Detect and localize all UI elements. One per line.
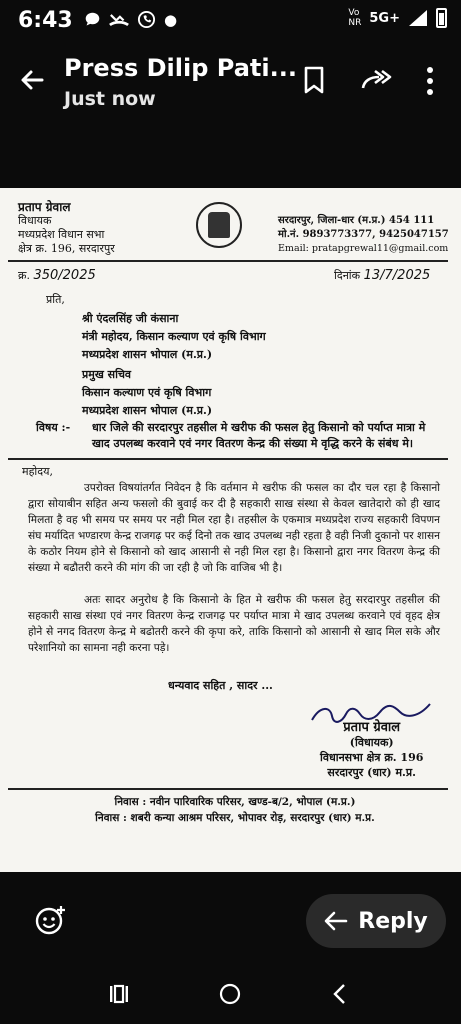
system-icons	[348, 8, 447, 28]
chat-icon	[84, 11, 101, 28]
residence-address: निवास : शबरी कन्या आश्रम परिसर, भोपावर रोड़, सरदारपुर (धार) म.प्र.	[95, 812, 375, 824]
signature-block	[320, 720, 423, 780]
ref-value: 350/2025	[33, 268, 96, 283]
home-icon[interactable]	[219, 983, 241, 1005]
notification-icons	[84, 10, 177, 29]
date-label: दिनांक	[334, 269, 361, 282]
missed-call-icon	[109, 11, 129, 28]
reply-arrow-icon	[324, 911, 348, 931]
nav-back-icon[interactable]	[332, 983, 346, 1005]
recipient-line: किसान कल्याण एवं कृषि विभाग	[82, 386, 212, 399]
signer-line: सरदारपुर (धार) म.प्र.	[327, 766, 416, 779]
page-title: Press Dilip Pati...	[64, 54, 297, 82]
more-options-icon[interactable]	[424, 66, 436, 96]
mla-title: विधायक	[18, 214, 52, 227]
network-type: 5G+	[369, 10, 400, 26]
dot-icon: ●	[164, 10, 178, 29]
letter-image[interactable]	[0, 188, 461, 872]
recipient-minister	[82, 310, 266, 364]
prati-label: प्रति,	[46, 293, 65, 306]
office-address: सरदारपुर, जिला-धार (म.प्र.) 454 111	[278, 215, 435, 226]
reply-bar	[0, 878, 461, 966]
status-bar	[0, 0, 461, 44]
recipient-secretary	[82, 366, 212, 420]
recent-apps-icon[interactable]	[108, 984, 130, 1004]
bookmark-icon[interactable]	[302, 66, 326, 94]
date-value: 13/7/2025	[363, 268, 431, 283]
forward-icon[interactable]	[360, 68, 392, 92]
whatsapp-icon	[137, 10, 156, 29]
app-bar	[0, 44, 461, 120]
page-subtitle: Just now	[64, 88, 156, 110]
letter-date	[334, 268, 430, 283]
salutation: महोदय,	[22, 465, 53, 478]
volte-indicator	[348, 8, 361, 28]
signer-line: (विधायक)	[349, 736, 394, 749]
footer-divider	[8, 788, 448, 790]
recipient-line: श्री एंदलसिंह जी कंसाना	[82, 312, 179, 325]
reference-number	[18, 268, 96, 283]
vo-label: Vo	[348, 8, 360, 18]
body-paragraph-2: अतः सादर अनुरोध है कि किसानो के हित मे खरीफ की फसल हेतु सरदारपुर तहसील की सहकारी साख संस्था एवं नगर वितरण केन्द्र राजगढ़ पर पर्याप्त मात्रा मे खाद उपलब्ध करवाने एवं वृहद क्षेत्र होने से नगद वितरण केन्द्र मे बढोतरी करने की कृपा करे, ताकि किसानो को आसानी से खाद मिल सके और परेशानियो का सामना नही करना पड़े।	[28, 594, 440, 654]
constituency: क्षेत्र क्र. 196, सरदारपुर	[18, 242, 115, 255]
emblem-logo	[196, 202, 242, 248]
emoji-reaction-icon[interactable]	[34, 904, 66, 936]
signer-line: विधानसभा क्षेत्र क्र. 196	[320, 751, 424, 764]
signal-icon	[408, 9, 428, 27]
recipient-line: मध्यप्रदेश शासन भोपाल (म.प्र.)	[82, 348, 213, 361]
subject-label: विषय :-	[36, 421, 71, 434]
closing-thanks: धन्यवाद सहित , सादर ...	[168, 679, 273, 692]
recipient-line: मध्यप्रदेश शासन भोपाल (म.प्र.)	[82, 404, 213, 417]
signer-name: प्रताप ग्रेवाल	[343, 720, 401, 735]
recipient-line: प्रमुख सचिव	[82, 368, 132, 381]
body-paragraph-1: उपरोक्त विषयांतर्गत निवेदन है कि वर्तमान मे खरीफ की फसल का दौर चल रहा है किसानो द्वारा सोयाबीन सहित अन्य फसलो की बुवाई कर दी है सहकारी साख संस्था से केवल खातेदारो को ही खाद मिलता है वह भी समय पर समय पर नही मिल रहा है। तहसील के एकमात्र मध्यप्रदेश राज्य सहकारी विपणन संघ मर्यादित भण्डारण केन्द्र राजगढ़ पर कई दिनो तक खाद उपलब्ध नही रहता है वही निजी दुकानो पर शासन के कठोर नियम होने से किसानो को खाद आसानी से नही मिल रहा है। किसानो द्वारा नगर वितरण केन्द्र की संख्या मे बढौतरी करने की मांग की जा रही है जो कि वाजिब भी है।	[28, 482, 440, 574]
recipient-line: मंत्री महोदय, किसान कल्याण एवं कृषि विभाग	[82, 330, 266, 343]
footer-addresses	[40, 794, 430, 826]
mla-name: प्रताप ग्रेवाल	[18, 200, 71, 214]
reply-button[interactable]	[306, 894, 446, 948]
subject-text: धार जिले की सरदारपुर तहसील मे खरीफ की फसल हेतु किसानो को पर्याप्त मात्रा मे खाद उपलब्ध करवाने एवं नगर वितरण केन्द्र की संख्या मे वृद्धि करने के संबंध मे।	[92, 421, 426, 450]
back-arrow-icon[interactable]	[16, 64, 48, 96]
ref-label: क्र.	[18, 269, 30, 282]
battery-icon	[436, 8, 447, 28]
assembly-name: मध्यप्रदेश विधान सभा	[18, 228, 105, 241]
status-time: 6:43	[18, 8, 73, 33]
phone-numbers: मो.नं. 9893773377, 9425047157	[278, 229, 449, 240]
residence-address: निवास : नवीन पारिवारिक परिसर, खण्ड-ब/2, भोपाल (म.प्र.)	[114, 796, 356, 808]
nr-label: NR	[348, 18, 362, 28]
subject-divider	[8, 458, 448, 460]
system-nav-bar	[0, 966, 461, 1024]
letterhead-right	[278, 214, 449, 256]
letterhead-left	[18, 200, 115, 256]
reply-label: Reply	[358, 908, 428, 934]
header-divider	[8, 260, 448, 262]
email-address: Email: pratapgrewal11@gmail.com	[278, 243, 449, 254]
